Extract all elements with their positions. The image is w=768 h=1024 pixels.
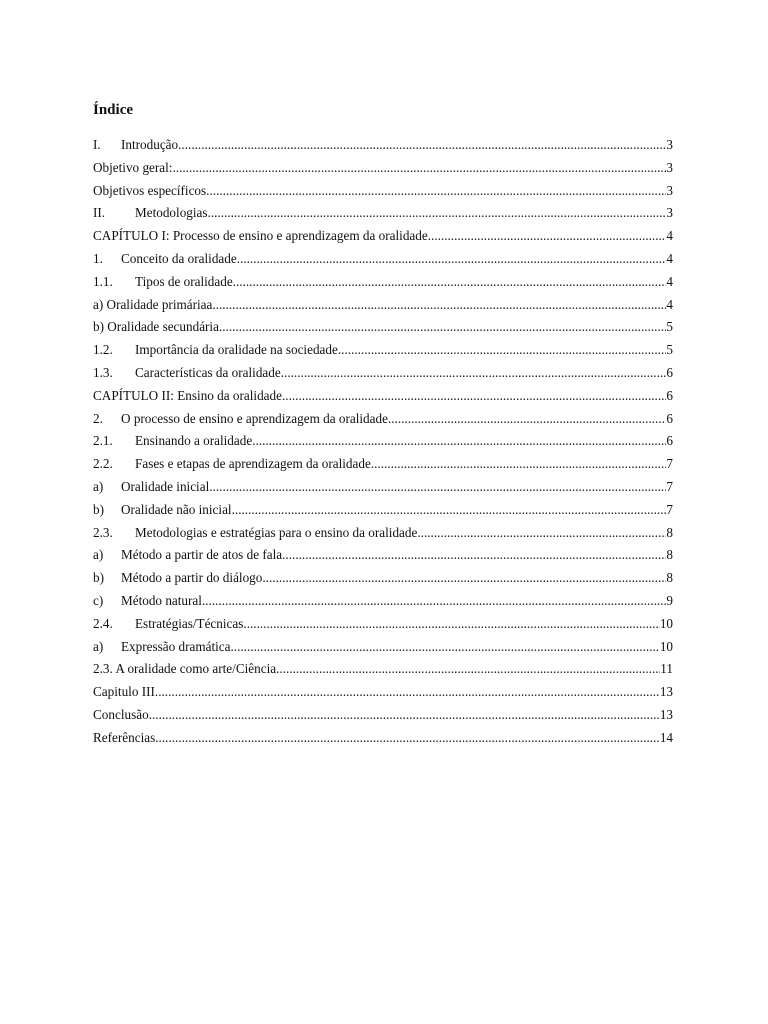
toc-entry-page-number: 11 xyxy=(660,661,673,677)
toc-entry-text: Conceito da oralidade xyxy=(121,250,237,266)
toc-dot-leader xyxy=(237,248,667,271)
toc-entry[interactable] xyxy=(93,271,673,294)
toc-entry[interactable] xyxy=(93,476,673,499)
toc-entry-text: O processo de ensino e aprendizagem da oralidade xyxy=(121,410,388,426)
toc-entry-page-number: 6 xyxy=(666,364,673,380)
toc-entry-page-number: 13 xyxy=(659,684,673,700)
toc-entry[interactable] xyxy=(93,499,673,522)
toc-entry[interactable] xyxy=(93,567,673,590)
toc-entry-page-number: 8 xyxy=(666,524,673,540)
toc-entry-text: Objetivo geral: xyxy=(93,159,173,175)
toc-entry-page-number: 7 xyxy=(666,456,673,472)
toc-dot-leader xyxy=(208,202,667,225)
toc-entry-number: I. xyxy=(93,137,101,152)
toc-dot-leader xyxy=(178,134,666,157)
toc-dot-leader xyxy=(338,339,667,362)
toc-dot-leader xyxy=(172,157,666,180)
toc-dot-leader xyxy=(149,704,660,727)
toc-dot-leader xyxy=(276,658,660,681)
toc-entry-number: 2.3. xyxy=(93,524,113,540)
toc-entry-page-number: 14 xyxy=(659,729,673,745)
toc-dot-leader xyxy=(206,180,666,203)
toc-entry-page-number: 8 xyxy=(666,547,673,563)
toc-entry[interactable] xyxy=(93,408,673,431)
toc-entry-text: Oralidade não inicial xyxy=(121,501,232,517)
toc-entry[interactable] xyxy=(93,590,673,613)
toc-entry-page-number: 3 xyxy=(666,182,673,198)
toc-dot-leader xyxy=(209,476,666,499)
toc-entry-page-number: 5 xyxy=(666,342,673,358)
table-of-contents xyxy=(93,134,673,750)
toc-entry[interactable] xyxy=(93,727,673,750)
toc-entry[interactable] xyxy=(93,316,673,339)
toc-entry-text: 2.3. A oralidade como arte/Ciência xyxy=(93,661,277,677)
toc-entry[interactable] xyxy=(93,636,673,659)
toc-entry-page-number: 4 xyxy=(666,228,673,244)
toc-dot-leader xyxy=(243,613,659,636)
toc-entry[interactable] xyxy=(93,430,673,453)
toc-entry-page-number: 3 xyxy=(666,137,673,152)
toc-entry-text: Método natural xyxy=(121,592,202,608)
toc-entry-text: Ensinando a oralidade xyxy=(135,433,253,449)
toc-dot-leader xyxy=(282,385,666,408)
toc-entry[interactable] xyxy=(93,339,673,362)
toc-entry-number: a) xyxy=(93,638,104,654)
toc-dot-leader xyxy=(281,362,667,385)
toc-entry-page-number: 3 xyxy=(666,205,673,221)
toc-entry-number: c) xyxy=(93,592,104,608)
toc-entry[interactable] xyxy=(93,134,673,157)
toc-entry-text: Importância da oralidade na sociedade xyxy=(135,342,338,358)
toc-dot-leader xyxy=(252,430,666,453)
toc-entry[interactable] xyxy=(93,202,673,225)
toc-entry-number: II. xyxy=(93,205,106,221)
toc-dot-leader xyxy=(371,453,667,476)
toc-dot-leader xyxy=(202,590,666,613)
toc-dot-leader xyxy=(417,522,666,545)
toc-dot-leader xyxy=(212,294,666,317)
toc-entry[interactable] xyxy=(93,681,673,704)
toc-dot-leader xyxy=(262,567,666,590)
toc-title: Índice xyxy=(93,102,134,118)
toc-dot-leader xyxy=(155,727,660,750)
toc-dot-leader xyxy=(232,499,667,522)
toc-entry-number: 1. xyxy=(93,250,103,266)
toc-entry-page-number: 6 xyxy=(666,433,673,449)
toc-entry-text: Método a partir do diálogo xyxy=(121,570,263,586)
toc-entry-number: b) xyxy=(93,570,104,586)
toc-entry-page-number: 7 xyxy=(666,478,673,494)
toc-entry[interactable] xyxy=(93,157,673,180)
toc-dot-leader xyxy=(233,271,667,294)
toc-entry-page-number: 4 xyxy=(666,273,673,289)
toc-entry-text: Introdução xyxy=(121,137,179,152)
toc-entry-text: Conclusão xyxy=(93,706,149,722)
toc-entry[interactable] xyxy=(93,362,673,385)
toc-entry-number: a) xyxy=(93,478,104,494)
toc-entry-page-number: 6 xyxy=(666,410,673,426)
toc-entry-text: Características da oralidade xyxy=(135,364,281,380)
toc-entry-text: a) Oralidade primáriaa xyxy=(93,296,213,312)
toc-entry-page-number: 4 xyxy=(666,250,673,266)
toc-entry-number: 2.1. xyxy=(93,433,113,449)
toc-entry[interactable] xyxy=(93,522,673,545)
toc-entry-text: b) Oralidade secundária xyxy=(93,319,219,335)
toc-entry[interactable] xyxy=(93,225,673,248)
toc-dot-leader xyxy=(219,316,666,339)
toc-entry-page-number: 10 xyxy=(659,638,673,654)
toc-entry-number: a) xyxy=(93,547,104,563)
toc-entry-number: 1.2. xyxy=(93,342,113,358)
toc-entry-text: Expressão dramática xyxy=(121,638,231,654)
toc-entry-page-number: 7 xyxy=(666,501,673,517)
toc-entry-number: b) xyxy=(93,501,104,517)
toc-entry-page-number: 9 xyxy=(666,592,673,608)
toc-entry-text: Oralidade inicial xyxy=(121,478,210,494)
toc-entry-page-number: 13 xyxy=(659,706,673,722)
toc-entry[interactable] xyxy=(93,294,673,317)
toc-entry-number: 2.2. xyxy=(93,456,113,472)
toc-entry-page-number: 5 xyxy=(666,319,673,335)
toc-dot-leader xyxy=(155,681,660,704)
toc-dot-leader xyxy=(388,408,666,431)
toc-entry-text: Tipos de oralidade xyxy=(135,273,233,289)
toc-entry-page-number: 10 xyxy=(659,615,673,631)
toc-entry-text: Objetivos específicos xyxy=(93,182,207,198)
toc-entry-number: 2.4. xyxy=(93,615,113,631)
toc-entry[interactable] xyxy=(93,248,673,271)
toc-entry-text: Método a partir de atos de fala xyxy=(121,547,283,563)
toc-entry-text: CAPÍTULO II: Ensino da oralidade xyxy=(93,387,282,403)
toc-entry-text: Metodologias e estratégias para o ensino da oralidade xyxy=(135,524,418,540)
toc-entry-text: Referências xyxy=(93,729,156,745)
toc-entry[interactable] xyxy=(93,544,673,567)
toc-entry-page-number: 4 xyxy=(666,296,673,312)
toc-entry[interactable] xyxy=(93,453,673,476)
toc-entry-page-number: 6 xyxy=(666,387,673,403)
toc-entry-text: Capitulo III xyxy=(93,684,155,700)
toc-entry[interactable] xyxy=(93,180,673,203)
toc-dot-leader xyxy=(230,636,659,659)
toc-entry-number: 1.1. xyxy=(93,273,113,289)
toc-entry[interactable] xyxy=(93,613,673,636)
toc-entry[interactable] xyxy=(93,704,673,727)
toc-entry-page-number: 3 xyxy=(666,159,673,175)
toc-entry[interactable] xyxy=(93,385,673,408)
toc-entry-text: Metodologias xyxy=(135,205,208,221)
toc-entry-number: 1.3. xyxy=(93,364,113,380)
toc-entry-text: Fases e etapas de aprendizagem da oralidade xyxy=(135,456,371,472)
toc-entry-text: Estratégias/Técnicas xyxy=(135,615,244,631)
toc-entry-page-number: 8 xyxy=(666,570,673,586)
toc-entry[interactable] xyxy=(93,658,673,681)
toc-dot-leader xyxy=(428,225,667,248)
toc-entry-number: 2. xyxy=(93,410,103,426)
toc-entry-text: CAPÍTULO I: Processo de ensino e aprendizagem da oralidade xyxy=(93,228,428,244)
toc-dot-leader xyxy=(282,544,666,567)
